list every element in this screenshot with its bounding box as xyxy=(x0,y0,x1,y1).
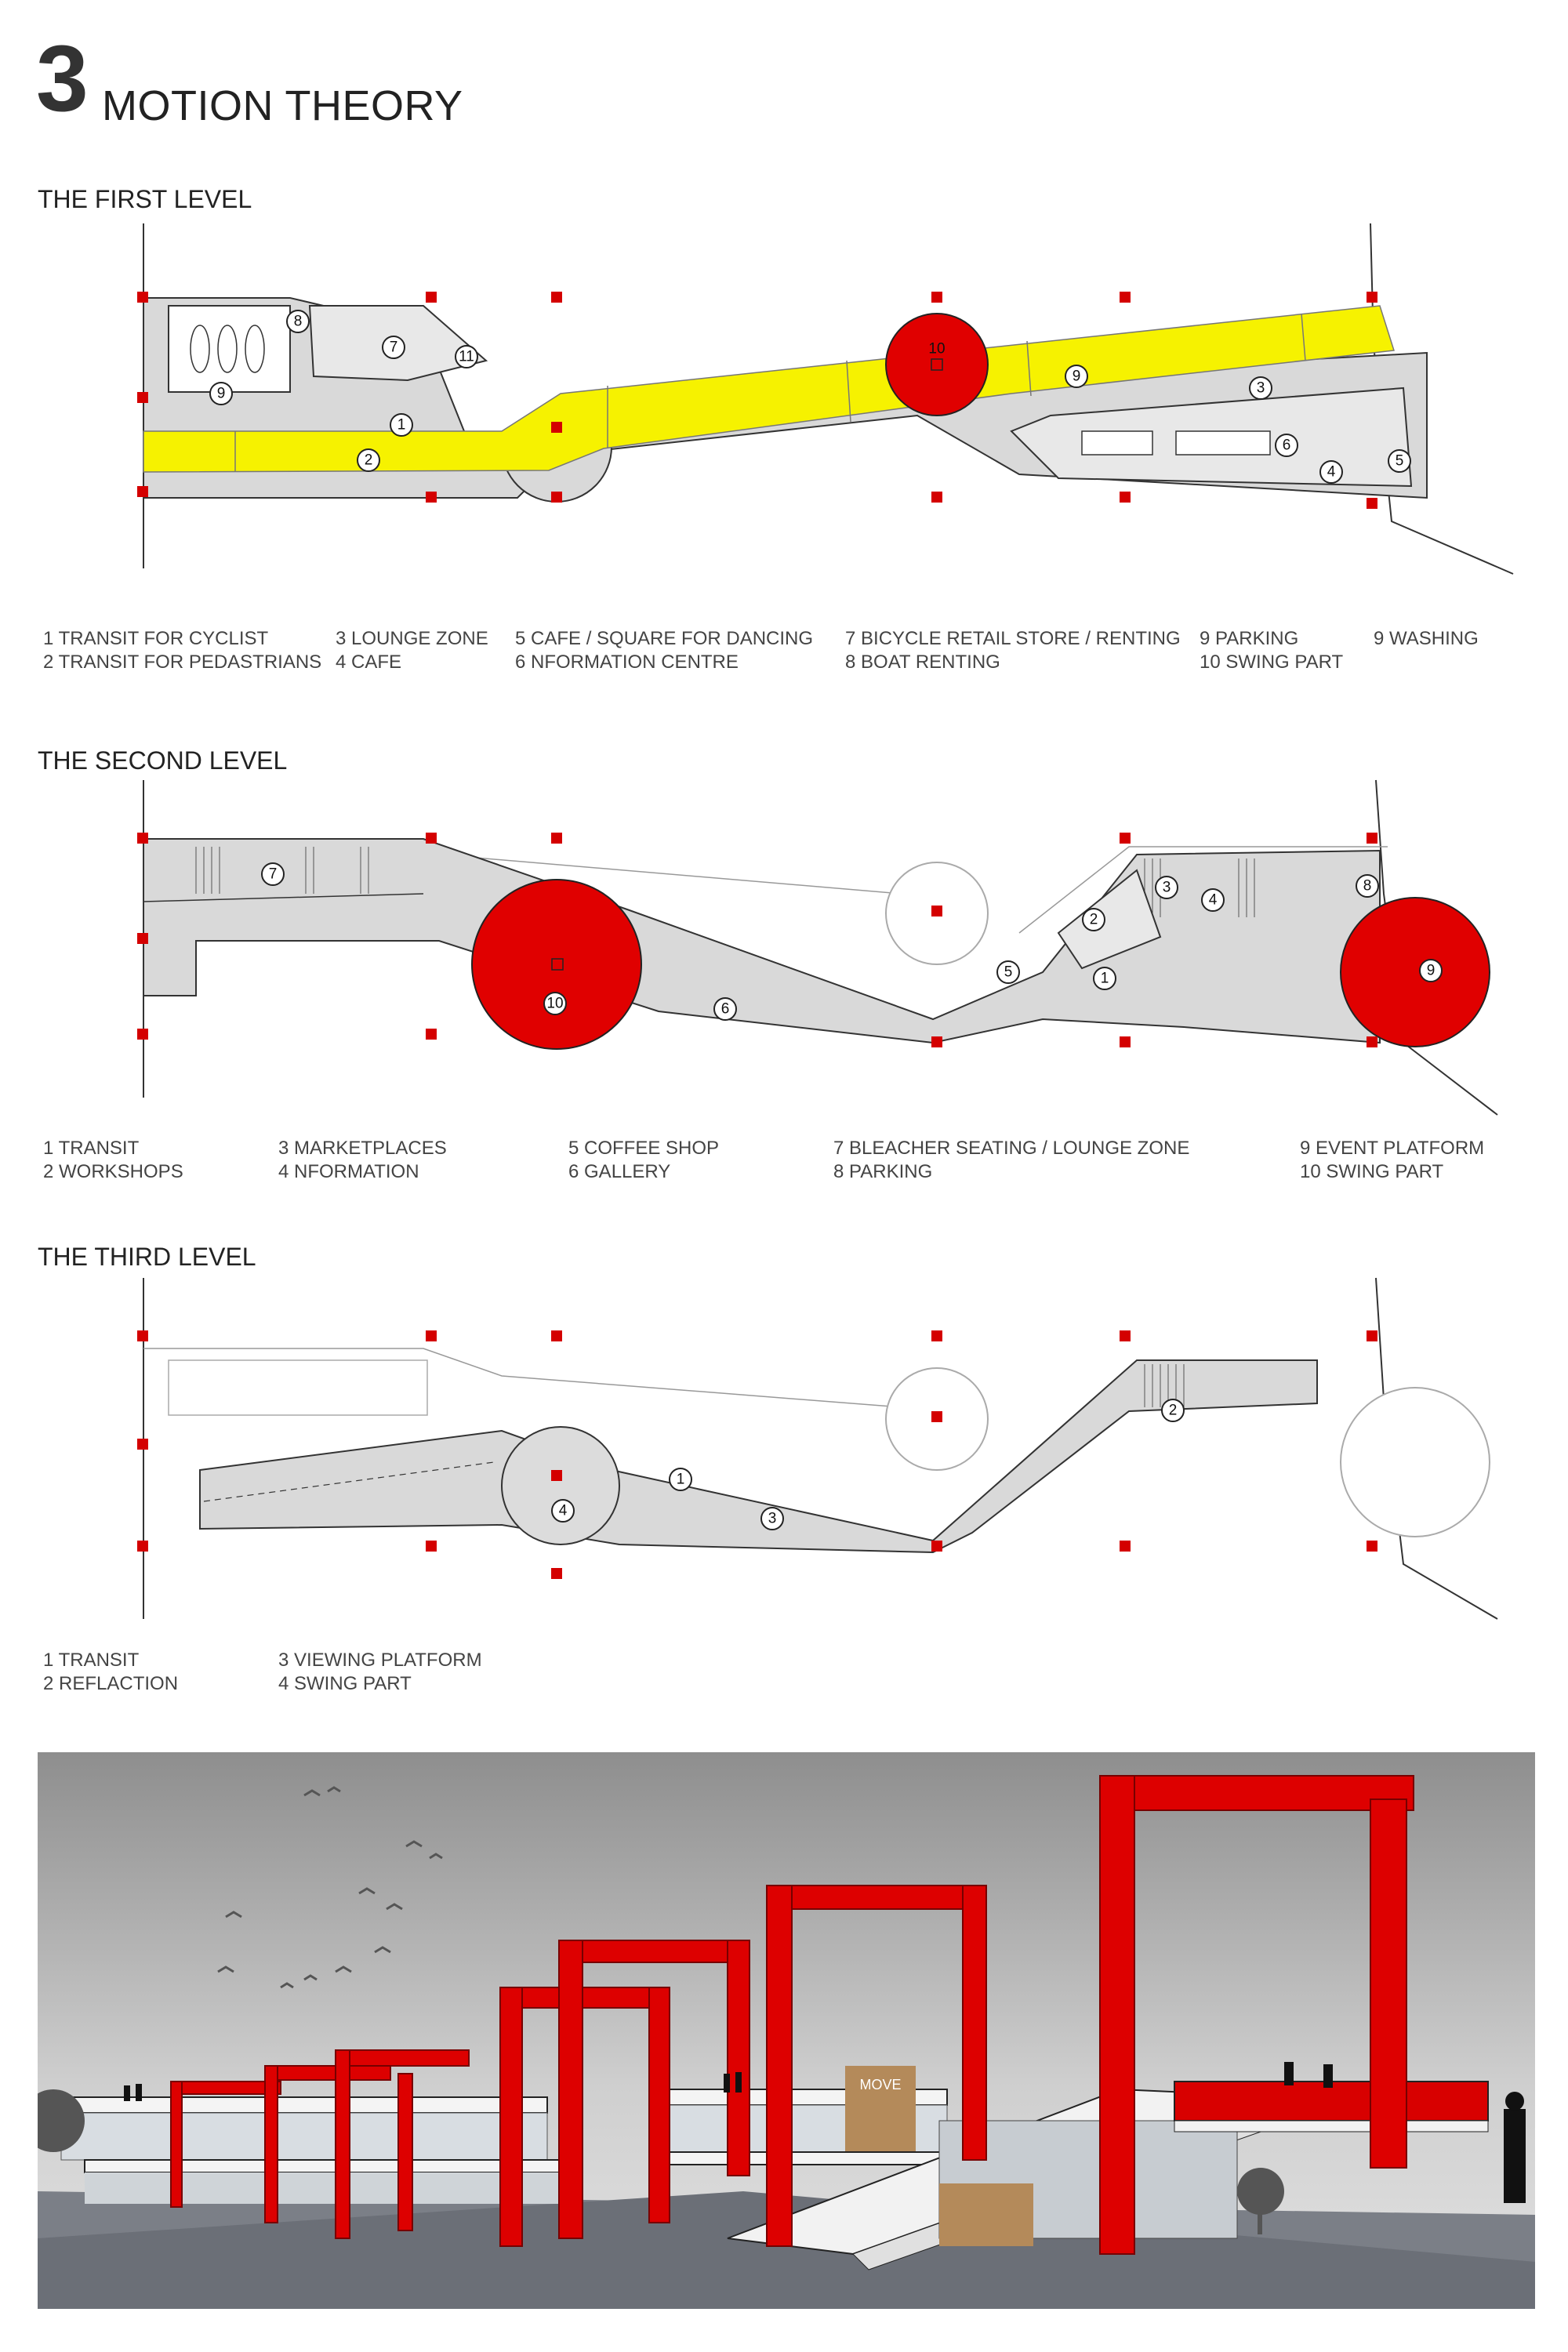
svg-text:7: 7 xyxy=(389,339,398,356)
perspective-render xyxy=(38,1752,1535,2309)
svg-text:9: 9 xyxy=(216,385,226,402)
svg-text:8: 8 xyxy=(1363,877,1372,895)
level-1-title: THE FIRST LEVEL xyxy=(38,185,252,213)
level-2-title: THE SECOND LEVEL xyxy=(38,746,288,775)
svg-text:4: 4 xyxy=(558,1502,568,1519)
svg-text:2: 2 xyxy=(1089,911,1098,928)
level-2-legend-col-1: 1 TRANSIT 2 WORKSHOPS xyxy=(43,1138,183,1182)
svg-text:5: 5 xyxy=(1395,452,1404,470)
svg-text:2: 2 xyxy=(1168,1402,1178,1419)
svg-text:3: 3 xyxy=(1256,379,1265,397)
page-title: MOTION THEORY xyxy=(102,82,463,129)
svg-text:7: 7 xyxy=(268,866,278,883)
svg-text:1: 1 xyxy=(397,416,406,434)
level-3-legend-col-1: 1 TRANSIT 2 REFLACTION xyxy=(43,1650,179,1694)
svg-text:4: 4 xyxy=(1208,891,1218,909)
level-1-legend-col-3: 5 CAFE / SQUARE FOR DANCING 6 NFORMATION CENTRE xyxy=(515,628,814,673)
level-3-legend-col-2: 3 VIEWING PLATFORM 4 SWING PART xyxy=(278,1650,482,1694)
level-2-legend-col-5: 9 EVENT PLATFORM 10 SWING PART xyxy=(1300,1138,1485,1182)
level-1-legend-col-6: 9 WASHING xyxy=(1374,628,1479,649)
level-1-plan xyxy=(0,220,1568,580)
level-1-legend-col-2: 3 LOUNGE ZONE 4 CAFE xyxy=(336,628,488,673)
section-number: 3 xyxy=(36,26,89,131)
level-2-legend-col-3: 5 COFFEE SHOP 6 GALLERY xyxy=(568,1138,720,1182)
svg-text:8: 8 xyxy=(293,313,303,330)
level-3-plan xyxy=(0,1274,1568,1635)
svg-text:6: 6 xyxy=(720,1000,730,1018)
svg-text:10: 10 xyxy=(928,340,946,358)
svg-text:4: 4 xyxy=(1327,463,1336,481)
move-sign: MOVE xyxy=(859,2077,902,2092)
level-2-plan xyxy=(0,776,1568,1121)
level-1-legend-col-4: 7 BICYCLE RETAIL STORE / RENTING 8 BOAT RENTING xyxy=(845,628,1181,673)
svg-text:5: 5 xyxy=(1004,964,1013,981)
svg-text:6: 6 xyxy=(1282,437,1291,454)
svg-text:1: 1 xyxy=(676,1471,685,1488)
svg-text:10: 10 xyxy=(546,995,564,1012)
svg-text:3: 3 xyxy=(768,1510,777,1527)
svg-text:2: 2 xyxy=(364,452,373,469)
level-1-legend-col-1: 1 TRANSIT FOR CYCLIST 2 TRANSIT FOR PEDASTRIANS xyxy=(43,628,322,673)
level-2-legend-col-4: 7 BLEACHER SEATING / LOUNGE ZONE 8 PARKING xyxy=(833,1138,1190,1182)
svg-text:9: 9 xyxy=(1072,368,1081,385)
svg-text:3: 3 xyxy=(1162,879,1171,896)
level-1-legend-col-5: 9 PARKING 10 SWING PART xyxy=(1200,628,1344,673)
svg-text:9: 9 xyxy=(1426,962,1436,979)
svg-text:1: 1 xyxy=(1100,970,1109,987)
svg-text:11: 11 xyxy=(459,348,474,365)
level-2-legend-col-2: 3 MARKETPLACES 4 NFORMATION xyxy=(278,1138,447,1182)
level-3-title: THE THIRD LEVEL xyxy=(38,1243,256,1271)
